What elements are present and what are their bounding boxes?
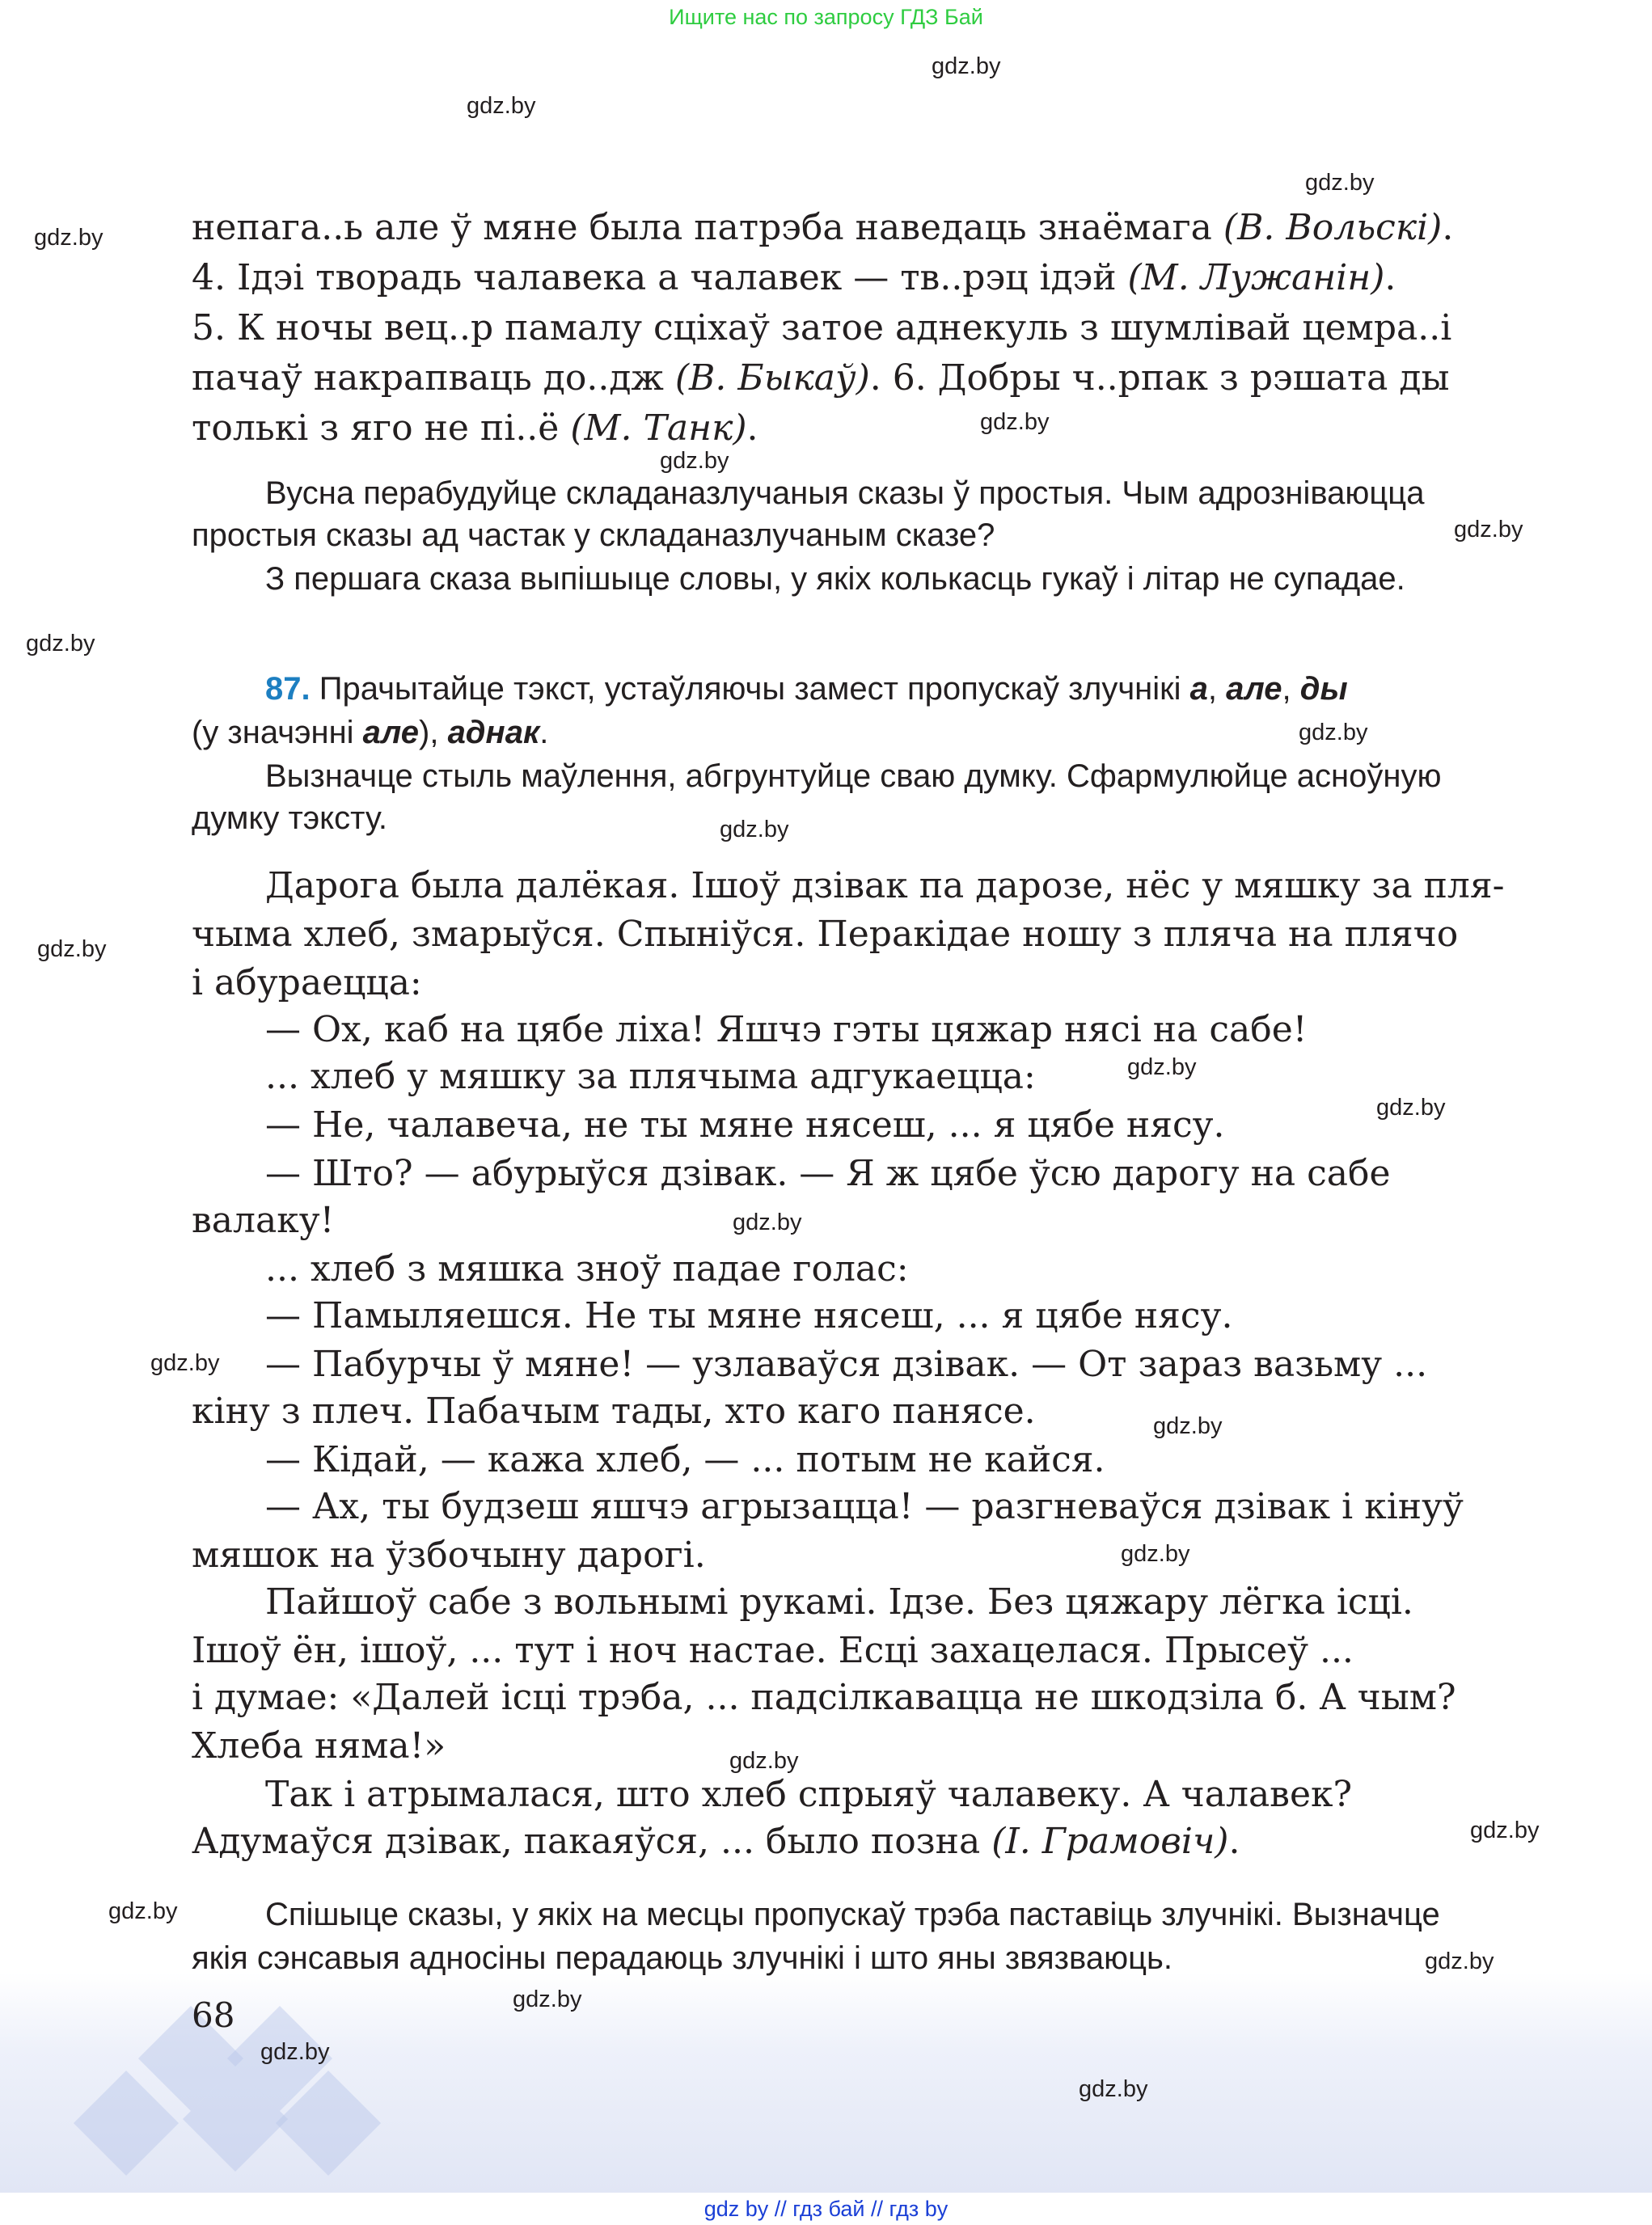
exercise-number: 87. bbox=[265, 671, 311, 707]
story-line: Хлеба няма!» bbox=[192, 1725, 446, 1767]
watermark: gdz.by bbox=[34, 225, 104, 251]
watermark: gdz.by bbox=[150, 1350, 220, 1376]
author-citation: (В. Вольскі) bbox=[1223, 207, 1443, 248]
watermark: gdz.by bbox=[37, 936, 107, 962]
watermark: gdz.by bbox=[1376, 1095, 1446, 1121]
story-line: і абураецца: bbox=[192, 962, 422, 1003]
task-text: якія сэнсавыя адносіны перадаюць злучнікі і што яны звязваюць. bbox=[192, 1940, 1172, 1976]
text-line bbox=[192, 404, 758, 453]
story-line: кіну з плеч. Пабачым тады, хто каго панясе. bbox=[192, 1391, 1036, 1432]
exercise-intro: Прачытайце тэкст, устаўляючы замест пропускаў злучнікі bbox=[310, 671, 1190, 707]
watermark: gdz.by bbox=[260, 2039, 330, 2065]
text-line bbox=[192, 254, 1396, 302]
story-line bbox=[192, 1818, 1240, 1866]
author-citation: (В. Быкаў) bbox=[674, 357, 870, 399]
conjunction: але bbox=[1226, 671, 1282, 707]
exercise-text: Вызначце стыль маўлення, абгрунтуйце сваю думку. Сфармулюйце асноўную bbox=[265, 758, 1442, 794]
line-tail: . bbox=[1384, 257, 1396, 298]
watermark: gdz.by bbox=[1121, 1541, 1190, 1567]
exercise-heading-cont bbox=[192, 711, 1518, 754]
story-line: Пайшоў сабе з вольнымі рукамі. Ідзе. Без цяжару лёгка ісці. bbox=[265, 1581, 1413, 1623]
story-line: — Ох, каб на цябе ліха! Яшчэ гэты цяжар нясі на сабе! bbox=[265, 1009, 1308, 1050]
watermark: gdz.by bbox=[26, 631, 95, 657]
line-text: непага..ь але ў мяне была патрэба наведаць знаёмага bbox=[192, 207, 1223, 248]
author-citation: (М. Танк) bbox=[570, 407, 747, 449]
conjunction: ды bbox=[1299, 671, 1348, 707]
bottom-banner[interactable]: gdz by // гдз бай // гдз by bbox=[0, 2193, 1652, 2225]
watermark: gdz.by bbox=[1425, 1948, 1494, 1974]
watermark: gdz.by bbox=[720, 817, 789, 842]
conjunction: аднак bbox=[447, 715, 540, 750]
story-line: Дарога была далёкая. Ішоў дзівак па дарозе, нёс у мяшку за пля- bbox=[265, 865, 1505, 906]
task-text: З першага сказа выпішыце словы, у якіх колькасць гукаў і літар не супадае. bbox=[265, 561, 1405, 597]
author-citation: (І. Грамовіч) bbox=[991, 1821, 1229, 1862]
line-text: пачаў накрапваць до..дж bbox=[192, 357, 675, 399]
exercise-text: (у значэнні bbox=[192, 715, 363, 750]
punct: ), bbox=[419, 715, 448, 750]
top-banner[interactable]: Ищите нас по запросу ГДЗ Бай bbox=[669, 5, 983, 29]
watermark: gdz.by bbox=[1079, 2076, 1148, 2102]
watermark: gdz.by bbox=[1454, 517, 1523, 543]
story-line: Так і атрымалася, што хлеб спрыяў чалавеку. А чалавек? bbox=[265, 1774, 1353, 1815]
story-line: — Пабурчы ў мяне! — узлаваўся дзівак. — От зараз вазьму ... bbox=[265, 1344, 1428, 1385]
story-line: — Памыляешся. Не ты мяне нясеш, ... я цябе нясу. bbox=[265, 1295, 1233, 1336]
watermark: gdz.by bbox=[1153, 1413, 1223, 1439]
watermark: gdz.by bbox=[660, 448, 729, 474]
line-text: 4. Ідэі творадь чалавека а чалавек — тв..рэц ідэй bbox=[192, 257, 1128, 298]
watermark: gdz.by bbox=[1305, 170, 1375, 196]
conjunction: а bbox=[1189, 671, 1208, 707]
story-line: мяшок на ўзбочыну дарогі. bbox=[192, 1535, 706, 1576]
watermark: gdz.by bbox=[932, 53, 1001, 79]
line-tail: . 6. Добры ч..рпак з рэшата ды bbox=[869, 357, 1450, 399]
story-line: ... хлеб з мяшка зноў падае голас: bbox=[265, 1248, 909, 1290]
story-line: і думае: «Далей ісці трэба, ... падсілкавацца не шкодзіла б. А чым? bbox=[192, 1677, 1456, 1718]
author-citation: (М. Лужанін) bbox=[1127, 257, 1385, 298]
story-line: чыма хлеб, змарыўся. Спыніўся. Перакідае ношу з пляча на плячо bbox=[192, 914, 1459, 955]
exercise-text: думку тэксту. bbox=[192, 800, 388, 836]
watermark: gdz.by bbox=[467, 93, 536, 119]
watermark: gdz.by bbox=[1470, 1818, 1540, 1843]
watermark: gdz.by bbox=[1127, 1054, 1197, 1080]
punct: , bbox=[1207, 671, 1227, 707]
watermark: gdz.by bbox=[733, 1210, 802, 1235]
story-line: валаку! bbox=[192, 1200, 335, 1241]
conjunction: але bbox=[362, 715, 420, 750]
story-line: ... хлеб у мяшку за плячыма адгукаецца: bbox=[265, 1056, 1036, 1097]
watermark: gdz.by bbox=[513, 1986, 582, 2012]
line-text: толькі з яго не пі..ё bbox=[192, 407, 571, 449]
watermark: gdz.by bbox=[1299, 720, 1368, 745]
text-line bbox=[192, 354, 1449, 403]
punct: . bbox=[539, 715, 549, 750]
story-line: — Ах, ты будзеш яшчэ агрызацца! — разгневаўся дзівак і кінуў bbox=[265, 1486, 1464, 1527]
story-line: — Не, чалавеча, не ты мяне нясеш, ... я цябе нясу. bbox=[265, 1104, 1225, 1146]
story-text: Адумаўся дзівак, пакаяўся, ... было позна bbox=[192, 1821, 992, 1862]
task-text: Спішыце сказы, у якіх на месцы пропускаў трэба паставіць злучнікі. Вызначце bbox=[265, 1897, 1440, 1932]
task-text: Вусна перабудуйце складаназлучаныя сказы ў простыя. Чым адрозніваюцца bbox=[265, 475, 1425, 511]
story-line: — Што? — абурыўся дзівак. — Я ж цябе ўсю дарогу на сабе bbox=[265, 1153, 1391, 1194]
page-number: 68 bbox=[192, 1995, 235, 2035]
watermark: gdz.by bbox=[729, 1748, 799, 1774]
line-text: 5. К ночы вец..р памалу сціхаў затое аднекуль з шумлівай цемра..і bbox=[192, 307, 1452, 348]
exercise-heading bbox=[265, 668, 1591, 710]
punct: , bbox=[1282, 671, 1300, 707]
line-tail: . bbox=[1228, 1821, 1240, 1862]
text-line bbox=[192, 304, 1451, 353]
text-line bbox=[192, 204, 1453, 252]
story-line: Ішоў ён, ішоў, ... тут і ноч настае. Есці захацелася. Прысеў ... bbox=[192, 1630, 1354, 1671]
task-text: простыя сказы ад частак у складаназлучаным сказе? bbox=[192, 517, 995, 553]
line-tail: . bbox=[746, 407, 758, 449]
line-tail: . bbox=[1442, 207, 1454, 248]
story-line: — Кідай, — кажа хлеб, — ... потым не кайся. bbox=[265, 1439, 1105, 1480]
watermark: gdz.by bbox=[108, 1898, 178, 1924]
watermark: gdz.by bbox=[980, 409, 1050, 435]
